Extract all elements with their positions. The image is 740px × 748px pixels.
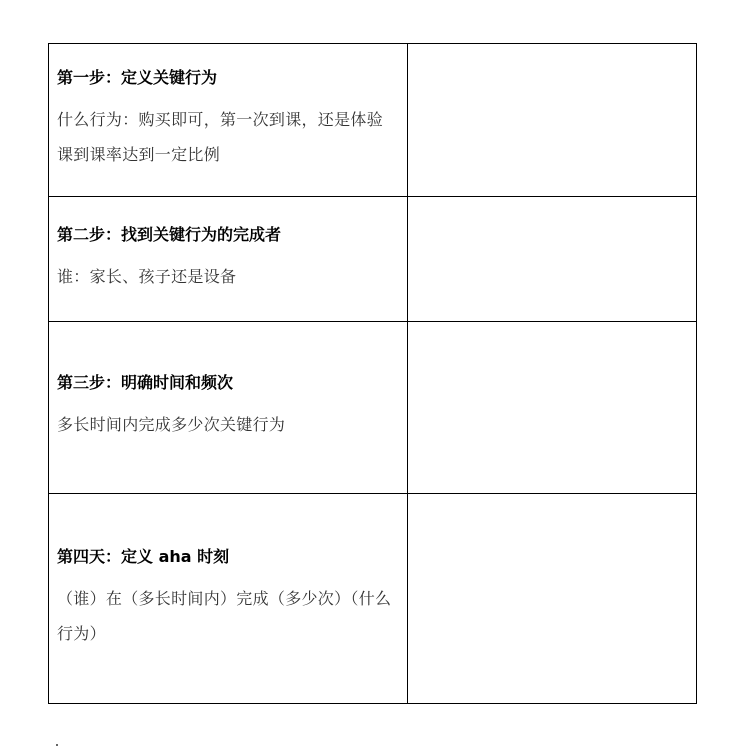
footer-mark — [56, 744, 58, 746]
step-4-title: 第四天：定义 aha 时刻 — [57, 546, 230, 566]
step-2-description: 谁：家长、孩子还是设备 — [57, 266, 237, 286]
step-1-description: 什么行为：购买即可，第一次到课，还是体验课到课率达到一定比例 — [57, 110, 384, 164]
step-3-cell — [49, 322, 408, 494]
step-4-empty-cell — [408, 494, 697, 704]
table-row-step-3 — [49, 322, 697, 494]
table-row-step-1 — [49, 44, 697, 197]
step-3-description: 多长时间内完成多少次关键行为 — [57, 415, 286, 434]
table-row-step-2 — [49, 197, 697, 322]
step-4-cell — [49, 494, 408, 704]
step-2-cell — [49, 197, 408, 322]
steps-table — [48, 43, 697, 704]
step-3-empty-cell — [408, 322, 697, 494]
table-row-step-4 — [49, 494, 697, 704]
step-3-title: 第三步：明确时间和频次 — [57, 373, 234, 392]
step-1-title: 第一步：定义关键行为 — [57, 68, 218, 87]
step-1-cell — [49, 44, 408, 197]
step-4-description: （谁）在（多长时间内）完成（多少次）（什么行为） — [57, 588, 392, 643]
step-2-title: 第二步：找到关键行为的完成者 — [57, 224, 282, 244]
step-1-empty-cell — [408, 44, 697, 197]
step-2-empty-cell — [408, 197, 697, 322]
